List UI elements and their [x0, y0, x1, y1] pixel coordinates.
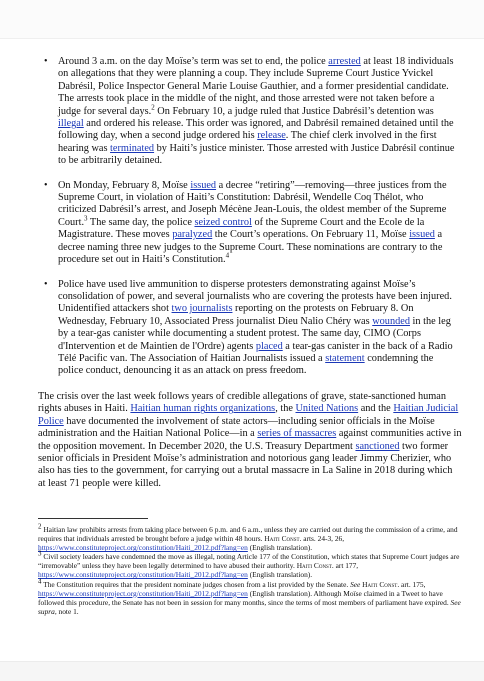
link-seized-control[interactable]: seized control [194, 216, 252, 228]
body-paragraph: The crisis over the last week follows years of credible allegations of grave, state-sanctioned human rights abuses in Haiti. Haitian human rights organizations, the United Nations and the Haitian Judicial Police have documented the involvement of state actors—including senior officials in the Moïse administration and the Haitian National Police—in a series of massacres against communities active in the opposition movement. In December 2020, the U.S. Treasury Department sanctioned two former senior officials in President Moïse’s administration and notorious gang leader Jimmy Cherizier, who also has ties to the government, for carrying out a brutal massacre in La Saline in 2018 during which at least 71 people were killed. [38, 391, 462, 489]
screenshot-top-margin [0, 0, 484, 39]
footnotes [38, 522, 462, 616]
link-statement[interactable]: statement [325, 352, 365, 364]
footnote-ref-2[interactable]: 2 [151, 103, 155, 112]
footnote-4: $^4$ The Constitution requires that the president nominate judges chosen from a list provided by the Senate. See Haiti Const. art. 175, https://www.constituteproject.org/constitution/Haiti_2012.pdf?lang=en (English translation). Although Moïse claimed in a Tweet to have followed this procedure, the Senate has not been in session for many months, since the terms of most members of parliament have expired. See supra, note 1. [38, 577, 461, 616]
link-placed[interactable]: placed [255, 340, 283, 352]
link-arrested[interactable]: arrested [328, 56, 361, 67]
link-issued-decree[interactable]: issued [190, 179, 217, 191]
footnote-3: $^3$ Civil society leaders have condemned the move as illegal, noting Article 177 of the Constitution, which states that Supreme Court judges are “irremovable” unless they have been legally determined to have abused their authority. Haiti Const. art 177, https://www.constituteproject.org/constitution/Haiti_2012.pdf?lang=en (English translation). [38, 549, 460, 580]
link-sanctioned[interactable]: sanctioned [355, 440, 400, 452]
link-issued-nomination[interactable]: issued [409, 229, 435, 241]
bullet-icon: • [44, 278, 48, 290]
link-terminated[interactable]: terminated [110, 142, 155, 154]
footnote-4-url-link[interactable]: https://www.constituteproject.org/constitution/Haiti_2012.pdf?lang=en [38, 588, 248, 598]
footnote-ref-4[interactable]: 4 [225, 251, 230, 260]
footnote-2: $^2$ Haitian law prohibits arrests from taking place between 6 p.m. and 6 a.m., unless they are carried out during the commission of a crime, and requires that individuals arrested be brought before a judge within 48 hours. Haiti Const. arts. 24-3, 26, https://www.constituteproject.org/constitution/Haiti_2012.pdf?lang=en (English translation). [38, 522, 458, 553]
link-two-journalists[interactable]: two journalists [171, 303, 233, 315]
bullet-icon: • [44, 179, 48, 191]
bullet-item-supreme-court: • On Monday, February 8, Moïse issued a decree “retiring”—removing—three justices from the Supreme Court, in violation of Haiti’s Constitution: Dabrésil, Wendelle Coq Thélot, who criticized Dabrésil’s arrest, and Joseph Mécène Jean-Louis, the oldest member of the Supreme Court.$^3$ The same day, the police seized control of the Supreme Court and the Ecole de la Magistrature. These moves paralyzed the Court’s operations. On February 11, Moïse issued a decree naming three new judges to the Supreme Court. These nominations are contrary to the procedure set out in Haiti’s Constitution.$^4$ [44, 179, 447, 266]
footnote-divider [38, 518, 148, 519]
footnote-3-url-link[interactable]: https://www.constituteproject.org/constitution/Haiti_2012.pdf?lang=en [38, 570, 248, 580]
link-illegal[interactable]: illegal [58, 118, 84, 130]
link-wounded[interactable]: wounded [372, 315, 410, 327]
link-haitian-judicial-police[interactable]: Haitian Judicial Police [38, 403, 459, 427]
footnote-2-url-link[interactable]: https://www.constituteproject.org/constitution/Haiti_2012.pdf?lang=en [38, 543, 248, 553]
link-release[interactable]: release [257, 130, 286, 142]
link-haitian-human-rights-organizations[interactable]: Haitian human rights organizations [130, 403, 276, 415]
bullet-list [44, 56, 458, 390]
screenshot-bottom-margin [0, 661, 484, 681]
link-series-of-massacres[interactable]: series of massacres [257, 428, 337, 440]
bullet-item-arrests: • Around 3 a.m. on the day Moïse’s term was set to end, the police arrested at least 18 individuals on allegations that they were planning a coup. They include Supreme Court Justice Yvickel Dabrésil, Police Inspector General Marie Louise Gauthier, and a former presidential candidate. The arrests took place in the middle of the night, and those arrested were not taken before a judge for several days.$^2$ On February 10, a judge ruled that Justice Dabrésil’s detention was illegal and ordered his release. This order was ignored, and Dabrésil remained detained until the following day, when a second judge ordered his release. The chief clerk involved in the first hearing was terminated by Haiti’s justice minister. Those arrested with Justice Dabrésil continue to be arbitrarily detained. [44, 56, 455, 167]
link-united-nations[interactable]: United Nations [295, 403, 359, 415]
link-paralyzed[interactable]: paralyzed [172, 229, 213, 241]
bullet-icon: • [44, 56, 48, 67]
footnote-ref-3[interactable]: 3 [84, 214, 88, 223]
bullet-item-journalists: • Police have used live ammunition to disperse protesters demonstrating against Moïse’s consolidation of power, and several journalists who are covering the protests have been injured. Unidentified attackers shot two journalists reporting on the protests on February 8. On Wednesday, February 10, Associated Press journalist Dieu Nalio Chéry was wounded in the leg by a tear-gas canister while documenting a student protest. The same day, CIMO (Corps d'Intervention et de Maintien de l'Ordre) agents placed a tear-gas canister in the back of a Radio Télé Pacific van. The Association of Haitian Journalists issued a statement condemning the police conduct, denouncing it as an attack on press freedom. [44, 278, 453, 377]
